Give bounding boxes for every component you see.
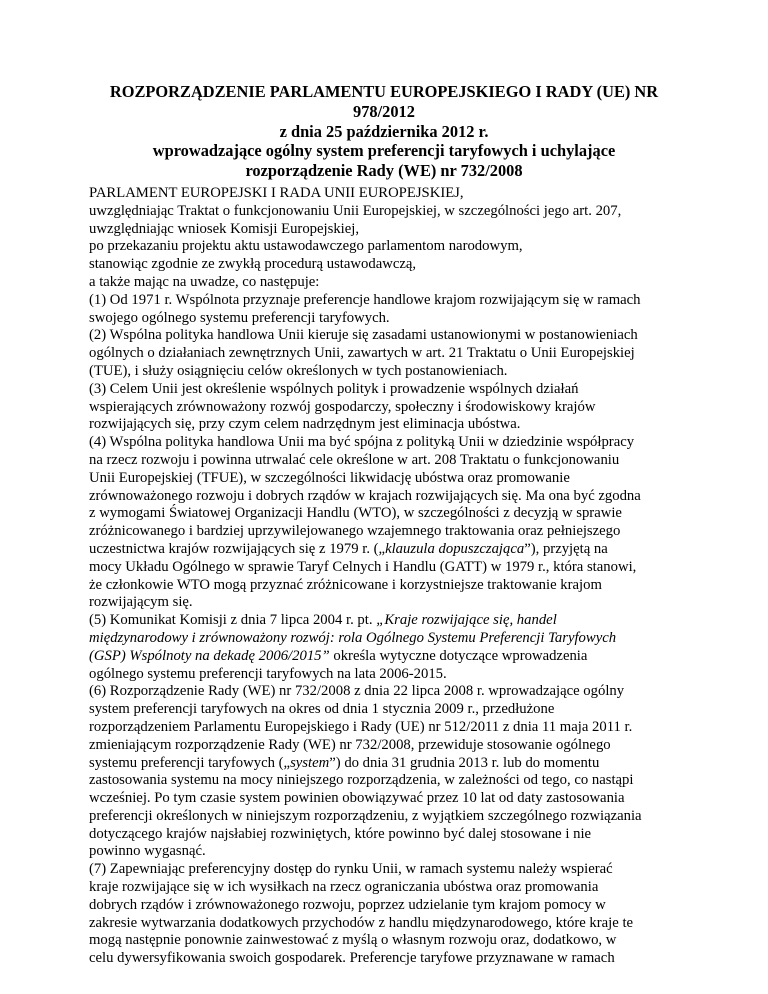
- body-line: ogólnych o działaniach zewnętrznych Unii, zawartych w art. 21 Traktatu o Unii Europejskiej: [89, 345, 635, 362]
- body-line: dobrych rządów i zrównoważonego rozwoju, poprzez udzielanie tym krajom pomocy w: [89, 896, 606, 913]
- italic-segment: klauzula dopuszczająca: [385, 540, 525, 557]
- body-line: (1) Od 1971 r. Wspólnota przyznaje preferencje handlowe krajom rozwijającym się w ramach: [89, 291, 641, 308]
- body-line: zastosowania systemu na mocy niniejszego rozporządzenia, w zależności od tego, co nastąpi: [89, 772, 634, 789]
- text-segment: uczestnictwa krajów rozwijających się z 1979 r. („: [89, 540, 386, 557]
- body-line: system preferencji taryfowych na okres od dnia 1 stycznia 2009 r., przedłużone: [89, 701, 555, 718]
- body-line: zakresie wytwarzania dodatkowych przychodów z handlu międzynarodowego, które kraje te: [89, 914, 634, 931]
- body-line: międzynarodowy i zrównoważony rozwój: rola Ogólnego Systemu Preferencji Taryfowych: [89, 629, 617, 646]
- body-line: z wymogami Światowej Organizacji Handlu (WTO), w szczególności z decyzją w sprawie: [89, 505, 622, 522]
- body-line: swojego ogólnego systemu preferencji taryfowych.: [89, 309, 390, 326]
- body-line: [89, 541, 689, 559]
- italic-segment: system: [290, 754, 330, 771]
- body-line: [89, 755, 689, 773]
- body-line: (2) Wspólna polityka handlowa Unii kieruje się zasadami ustanowionymi w postanowieniach: [89, 327, 638, 344]
- body-line: [89, 612, 689, 630]
- body-line: (4) Wspólna polityka handlowa Unii ma być spójna z polityką Unii w dziedzinie współpracy: [89, 434, 635, 451]
- body-line: stanowiąc zgodnie ze zwykłą procedurą ustawodawczą,: [89, 256, 417, 273]
- title-line: 978/2012: [353, 101, 415, 121]
- body-line: a także mając na uwadze, co następuje:: [89, 273, 320, 290]
- title-line: rozporządzenie Rady (WE) nr 732/2008: [245, 161, 523, 181]
- body-line: uwzględniając Traktat o funkcjonowaniu Unii Europejskiej, w szczególności jego art. 207,: [89, 202, 622, 219]
- title-line: ROZPORZĄDZENIE PARLAMENTU EUROPEJSKIEGO I RADY (UE) NR: [109, 82, 659, 101]
- body-line: po przekazaniu projektu aktu ustawodawczego parlamentom narodowym,: [89, 238, 523, 255]
- body-line: zrównoważonego rozwoju i dobrych rządów w krajach rozwijających się. Ma ona być zgodna: [89, 487, 641, 504]
- document-title: [80, 82, 688, 181]
- body-line: mocy Układu Ogólnego w sprawie Taryf Celnych i Handlu (GATT) w 1979 r., która stanowi,: [89, 558, 637, 575]
- body-line: że członkowie WTO mogą przyznać zróżnicowane i korzystniejsze traktowanie krajom: [89, 576, 602, 593]
- body-line: preferencji określonych w niniejszym rozporządzeniu, z wyjątkiem szczególnego rozwiązania: [89, 807, 642, 824]
- body-line: wcześniej. Po tym czasie system powinien obowiązywać przez 10 lat od daty zastosowania: [89, 790, 625, 807]
- body-line: dotyczącego krajów najsłabiej rozwiniętych, które powinno być dalej stosowane i nie: [89, 825, 592, 842]
- body-line: na rzecz rozwoju i powinna utrwalać cele określone w art. 208 Traktatu o funkcjonowaniu: [89, 451, 620, 468]
- body-line: (TUE), i służy osiągnięciu celów określonych w tych postanowieniach.: [89, 362, 508, 379]
- body-line: (7) Zapewniając preferencyjny dostęp do rynku Unii, w ramach systemu należy wspierać: [89, 861, 613, 878]
- title-line: wprowadzające ogólny system preferencji taryfowych i uchylające: [152, 141, 616, 161]
- body-line: celu dywersyfikowania swoich gospodarek. Preferencje taryfowe przyznawane w ramach: [89, 950, 615, 967]
- body-line: kraje rozwijające się w ich wysiłkach na rzecz ograniczania ubóstwa oraz promowania: [89, 879, 599, 896]
- text-segment: określa wytyczne dotyczące wprowadzenia: [329, 647, 588, 664]
- body-line: powinno wygasnąć.: [89, 843, 206, 860]
- document-body: [89, 185, 689, 968]
- body-line: zróżnicowanego i bardziej uprzywilejowanego wzajemnego traktowania oraz pełniejszego: [89, 523, 621, 540]
- body-line: zmieniającym rozporządzenie Rady (WE) nr 732/2008, przewiduje stosowanie ogólnego: [89, 736, 611, 753]
- text-segment: systemu preferencji taryfowych („: [89, 754, 291, 771]
- text-segment: (5) Komunikat Komisji z dnia 7 lipca 2004 r. pt.: [89, 612, 377, 629]
- body-line: (6) Rozporządzenie Rady (WE) nr 732/2008 z dnia 22 lipca 2008 r. wprowadzające ogólny: [89, 683, 625, 700]
- body-line: mogą następnie ponownie zainwestować z myślą o własnym rozwoju oraz, dodatkowo, w: [89, 932, 617, 949]
- body-line: uwzględniając wniosek Komisji Europejskiej,: [89, 220, 360, 237]
- italic-segment: (GSP) Wspólnoty na dekadę 2006/2015”: [89, 647, 330, 664]
- body-line: wspierających zrównoważony rozwój gospodarczy, społeczny i środowiskowy krajów: [89, 398, 596, 415]
- body-line: Unii Europejskiej (TFUE), w szczególności likwidację ubóstwa oraz promowanie: [89, 469, 570, 486]
- body-line: rozporządzeniem Parlamentu Europejskiego i Rady (UE) nr 512/2011 z dnia 11 maja 2011 r.: [89, 718, 633, 735]
- body-line: PARLAMENT EUROPEJSKI I RADA UNII EUROPEJSKIEJ,: [89, 185, 464, 201]
- title-line: z dnia 25 października 2012 r.: [279, 121, 489, 141]
- body-line: (3) Celem Unii jest określenie wspólnych polityk i prowadzenie wspólnych działań: [89, 380, 579, 397]
- body-line: rozwijającym się.: [89, 594, 193, 611]
- body-line: [89, 648, 689, 666]
- body-line: rozwijających się, przy czym celem nadrzędnym jest eliminacja ubóstwa.: [89, 416, 521, 433]
- text-segment: ”) do dnia 31 grudnia 2013 r. lub do momentu: [329, 754, 600, 771]
- text-segment: ”), przyjętą na: [524, 540, 608, 557]
- italic-segment: „Kraje rozwijające się, handel: [376, 612, 557, 629]
- body-line: ogólnego systemu preferencji taryfowych na lata 2006-2015.: [89, 665, 447, 682]
